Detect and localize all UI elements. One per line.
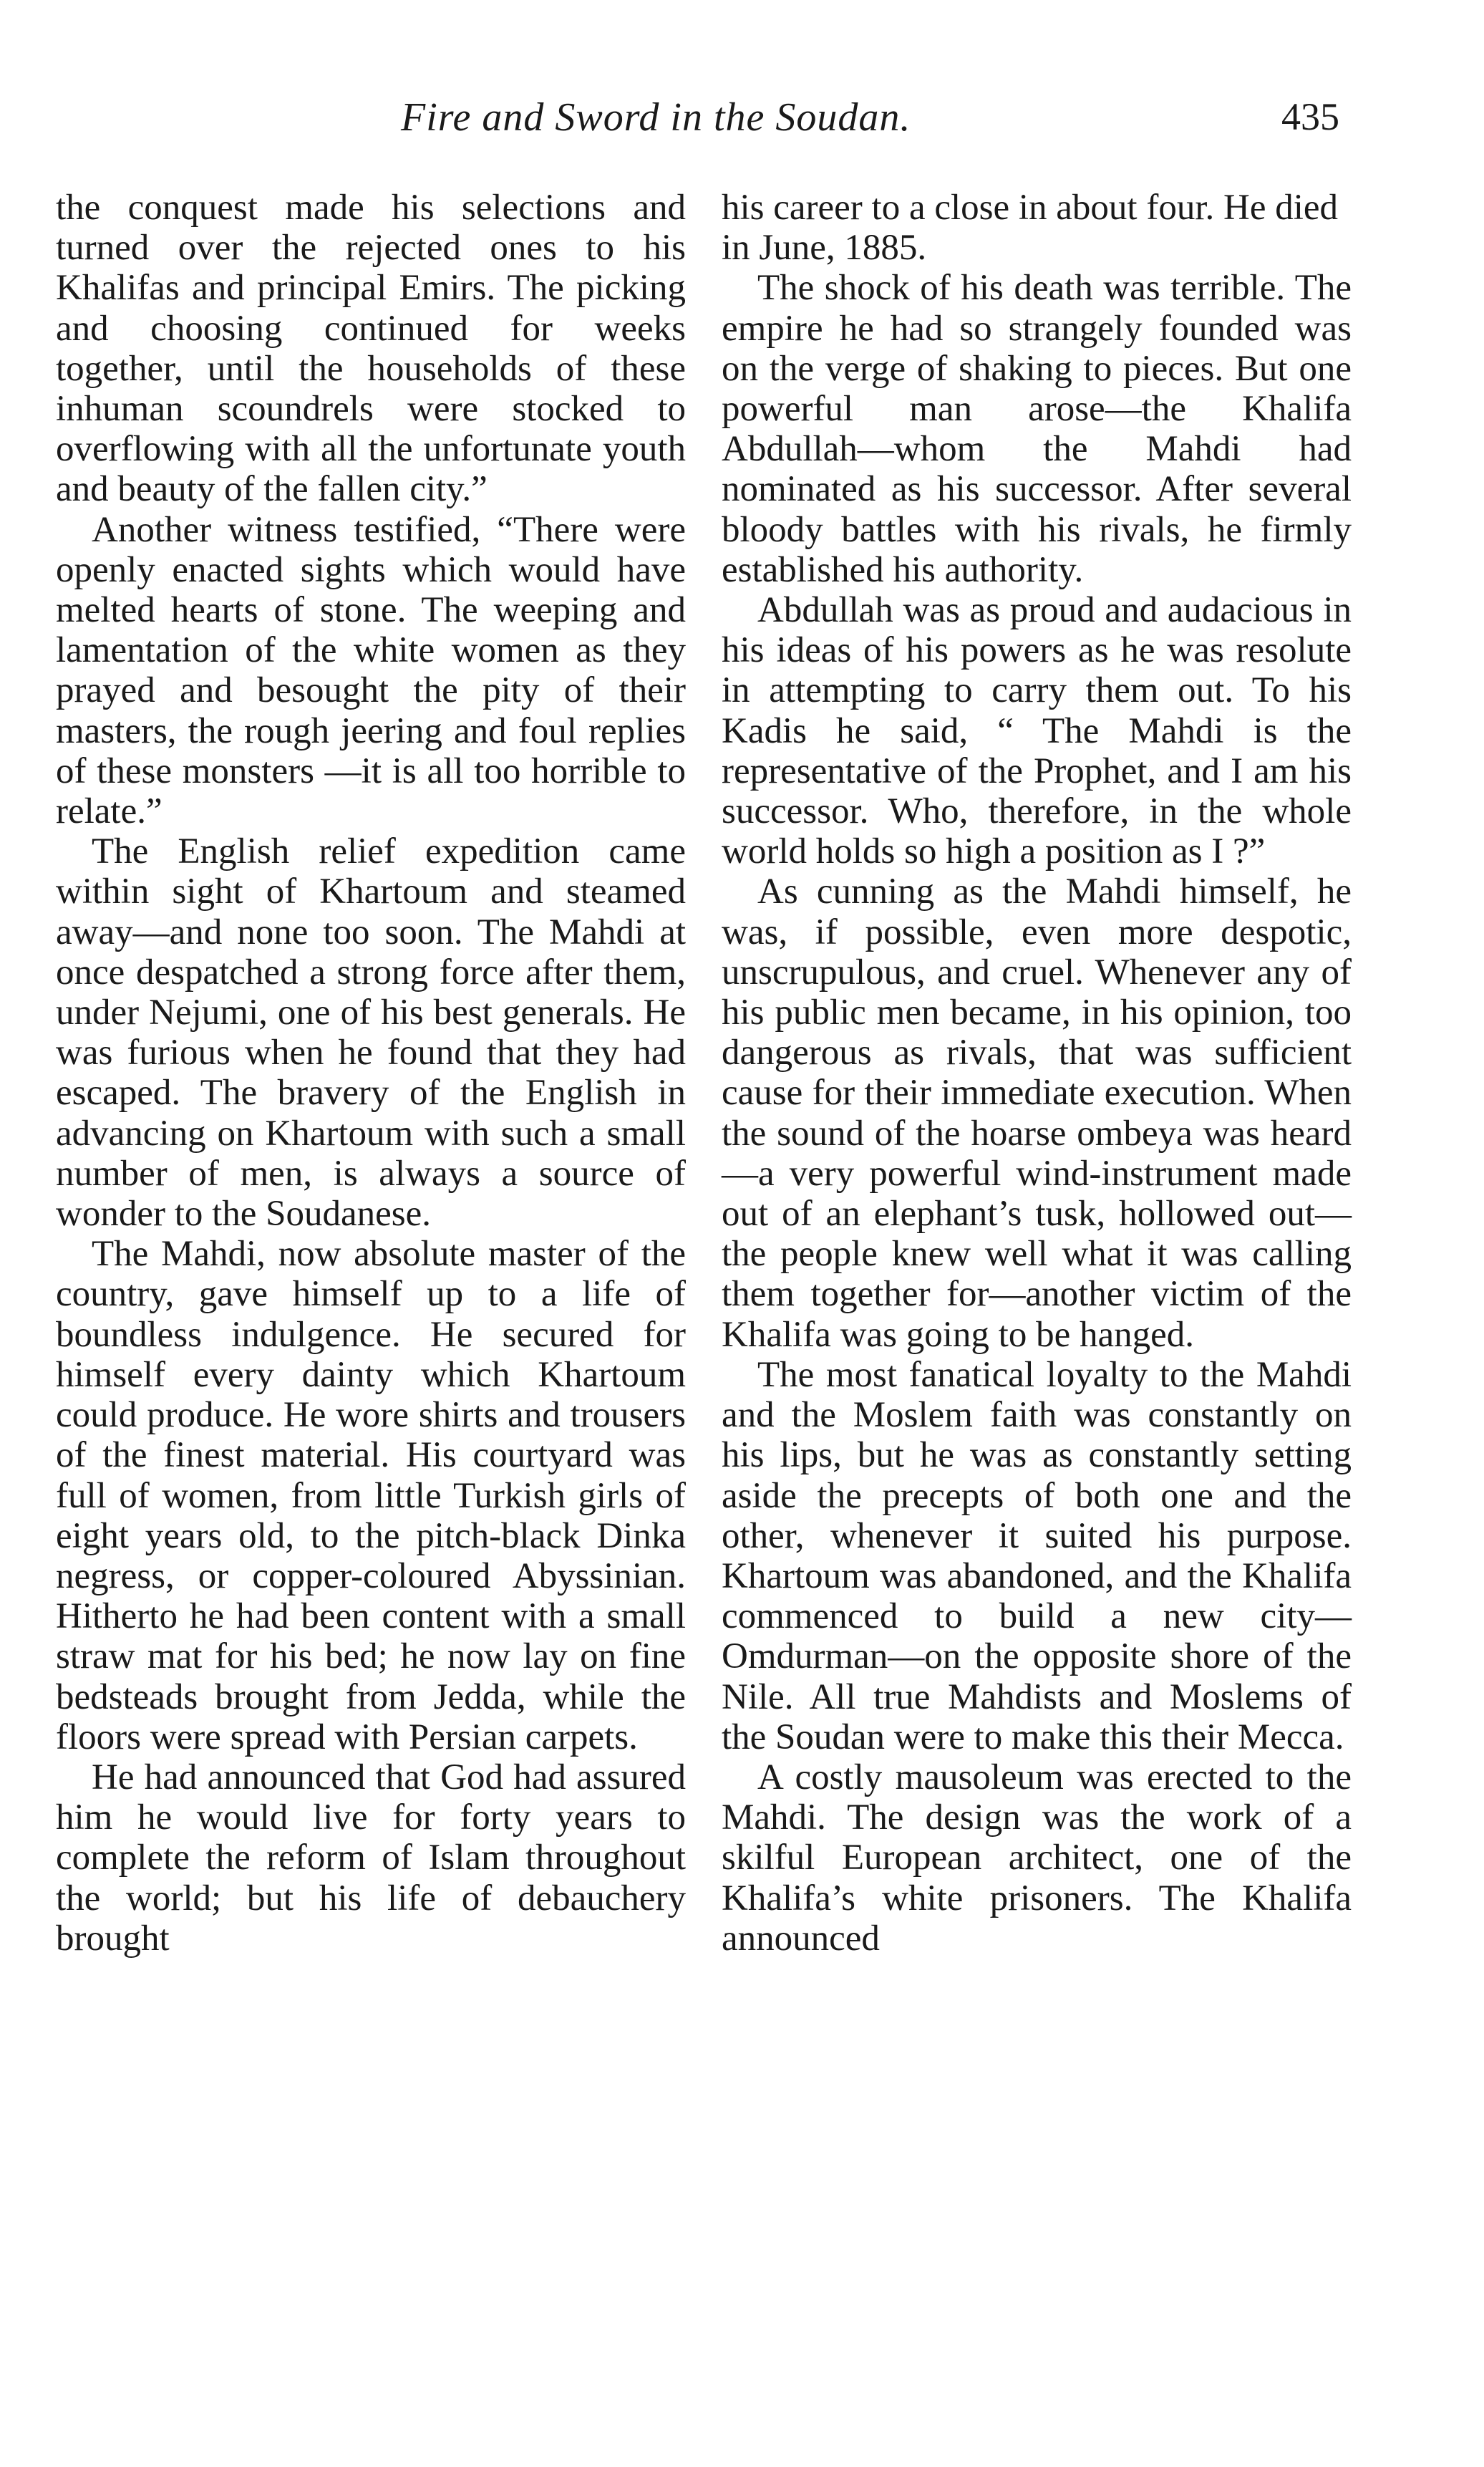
running-title: Fire and Sword in the Soudan.: [401, 95, 911, 140]
page-number: 435: [1281, 95, 1339, 138]
right-column: [722, 188, 1352, 1959]
paragraph: his career to a close in about four. He died in June, 1885.: [722, 188, 1339, 269]
paragraph: Abdullah was as proud and audacious in his ideas of his powers as he was resolute in attempting to carry them out. To his Kadis he said, “ The Mahdi is the representative of the Prophet, and I am his successor. Who, therefore, in the whole world holds so high a position as I ?”: [722, 590, 1352, 872]
paragraph: The English relief expedition came within sight of Khartoum and steamed away—and none too soon. The Mahdi at once despatched a strong force after them, under Nejumi, one of his best generals. He was furious when he found that they had escaped. The bravery of the English in advancing on Khartoum with such a small number of men, is always a source of wonder to the Soudanese.: [56, 831, 686, 1235]
paragraph: As cunning as the Mahdi himself, he was, if possible, even more despotic, unscrupulous, and cruel. Whenever any of his public men became, in his opinion, too dangerous as rivals, that was sufficient cause for their immediate execution. When the sound of the hoarse ombeya was heard—a very powerful wind-instrument made out of an elephant’s tusk, hollowed out—the people knew well what it was calling them together for—another victim of the Khalifa was going to be hanged.: [722, 872, 1352, 1355]
paragraph: The Mahdi, now absolute master of the country, gave himself up to a life of boundless indulgence. He secured for himself every dainty which Khartoum could produce. He wore shirts and trousers of the finest material. His courtyard was full of women, from little Turkish girls of eight years old, to the pitch-black Dinka negress, or copper-coloured Abyssinian. Hitherto he had been content with a small straw mat for his bed; he now lay on fine bedsteads brought from Jedda, while the floors were spread with Persian carpets.: [56, 1234, 686, 1757]
left-column: [56, 188, 686, 1959]
paragraph: He had announced that God had assured him he would live for forty years to complete the reform of Islam throughout the world; but his life of debauchery brought: [56, 1757, 686, 1959]
paragraph: The shock of his death was terrible. The empire he had so strangely founded was on the verge of shaking to pieces. But one powerful man arose—the Khalifa Abdullah—whom the Mahdi had nominated as his successor. After several bloody battles with his rivals, he firmly established his authority.: [722, 268, 1352, 590]
paragraph: Another witness testified, “There were openly enacted sights which would have melted hearts of stone. The weeping and lamentation of the white women as they prayed and besought the pity of their masters, the rough jeering and foul replies of these monsters —it is all too horrible to relate.”: [56, 509, 686, 832]
paragraph: The most fanatical loyalty to the Mahdi and the Moslem faith was constantly on his lips, but he was as constantly setting aside the precepts of both one and the other, whenever it suited his purpose. Khartoum was abandoned, and the Khalifa commenced to build a new city—Omdurman—on the opposite shore of the Nile. All true Mahdists and Moslems of the Soudan were to make this their Mecca.: [722, 1354, 1352, 1757]
paragraph: A costly mausoleum was erected to the Mahdi. The design was the work of a skilful European architect, one of the Khalifa’s white prisoners. The Khalifa announced: [722, 1757, 1352, 1959]
running-header: [0, 95, 1484, 152]
paragraph: the conquest made his selections and turned over the rejected ones to his Khalifas and principal Emirs. The picking and choosing continued for weeks together, until the households of these inhuman scoundrels were stocked to overflowing with all the unfortunate youth and beauty of the fallen city.”: [56, 188, 686, 510]
